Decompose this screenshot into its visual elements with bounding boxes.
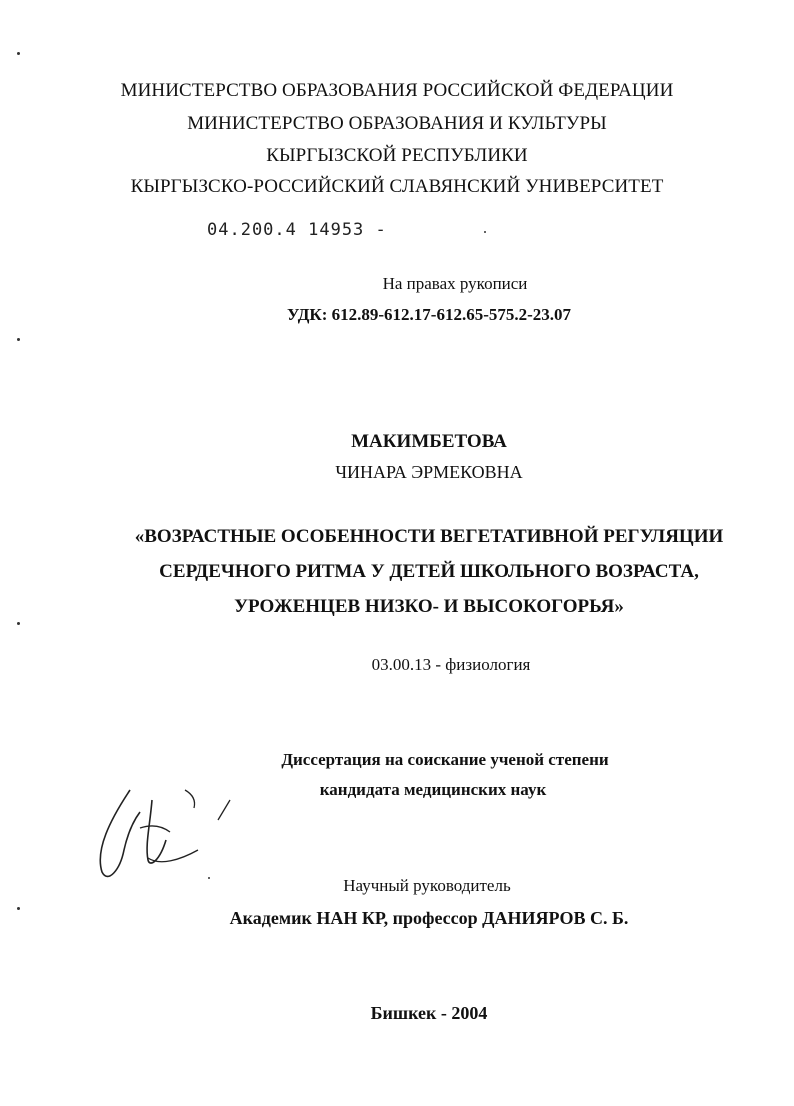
udc-code: УДК: 612.89-612.17-612.65-575.2-23.07 <box>286 305 572 324</box>
signature-image <box>90 780 250 890</box>
dissertation-line-2: кандидата медицинских наук <box>319 780 547 799</box>
ministry-kg-line1: МИНИСТЕРСТВО ОБРАЗОВАНИЯ И КУЛЬТУРЫ <box>187 113 607 134</box>
supervisor-name: Академик НАН КР, профессор ДАНИЯРОВ С. Б. <box>229 908 629 928</box>
title-line-3: УРОЖЕНЦЕВ НИЗКО- И ВЫСОКОГОРЬЯ» <box>234 596 624 617</box>
city-year: Бишкек - 2004 <box>370 1003 488 1023</box>
title-line-1: «ВОЗРАСТНЫЕ ОСОБЕННОСТИ ВЕГЕТАТИВНОЙ РЕГУЛЯЦИИ <box>134 526 724 547</box>
scan-mark <box>208 877 210 879</box>
author-name: ЧИНАРА ЭРМЕКОВНА <box>335 462 523 482</box>
specialty: 03.00.13 - физиология <box>371 655 531 674</box>
archive-stamp-number: 04.200.4 14953 - <box>207 220 387 240</box>
ministry-kg-line2: КЫРГЫЗСКОЙ РЕСПУБЛИКИ <box>266 145 528 166</box>
manuscript-note: На правах рукописи <box>382 274 528 293</box>
title-line-2: СЕРДЕЧНОГО РИТМА У ДЕТЕЙ ШКОЛЬНОГО ВОЗРАСТА, <box>159 561 699 582</box>
supervisor-label: Научный руководитель <box>343 876 511 895</box>
scan-mark <box>17 622 20 625</box>
scan-mark <box>17 52 20 55</box>
scan-mark <box>484 231 486 233</box>
scan-mark <box>17 338 20 341</box>
scan-mark <box>17 907 20 910</box>
dissertation-line-1: Диссертация на соискание ученой степени <box>281 750 609 769</box>
university-name: КЫРГЫЗСКО-РОССИЙСКИЙ СЛАВЯНСКИЙ УНИВЕРСИТЕТ <box>130 176 664 197</box>
author-surname: МАКИМБЕТОВА <box>351 431 507 452</box>
ministry-rf: МИНИСТЕРСТВО ОБРАЗОВАНИЯ РОССИЙСКОЙ ФЕДЕРАЦИИ <box>120 80 674 101</box>
